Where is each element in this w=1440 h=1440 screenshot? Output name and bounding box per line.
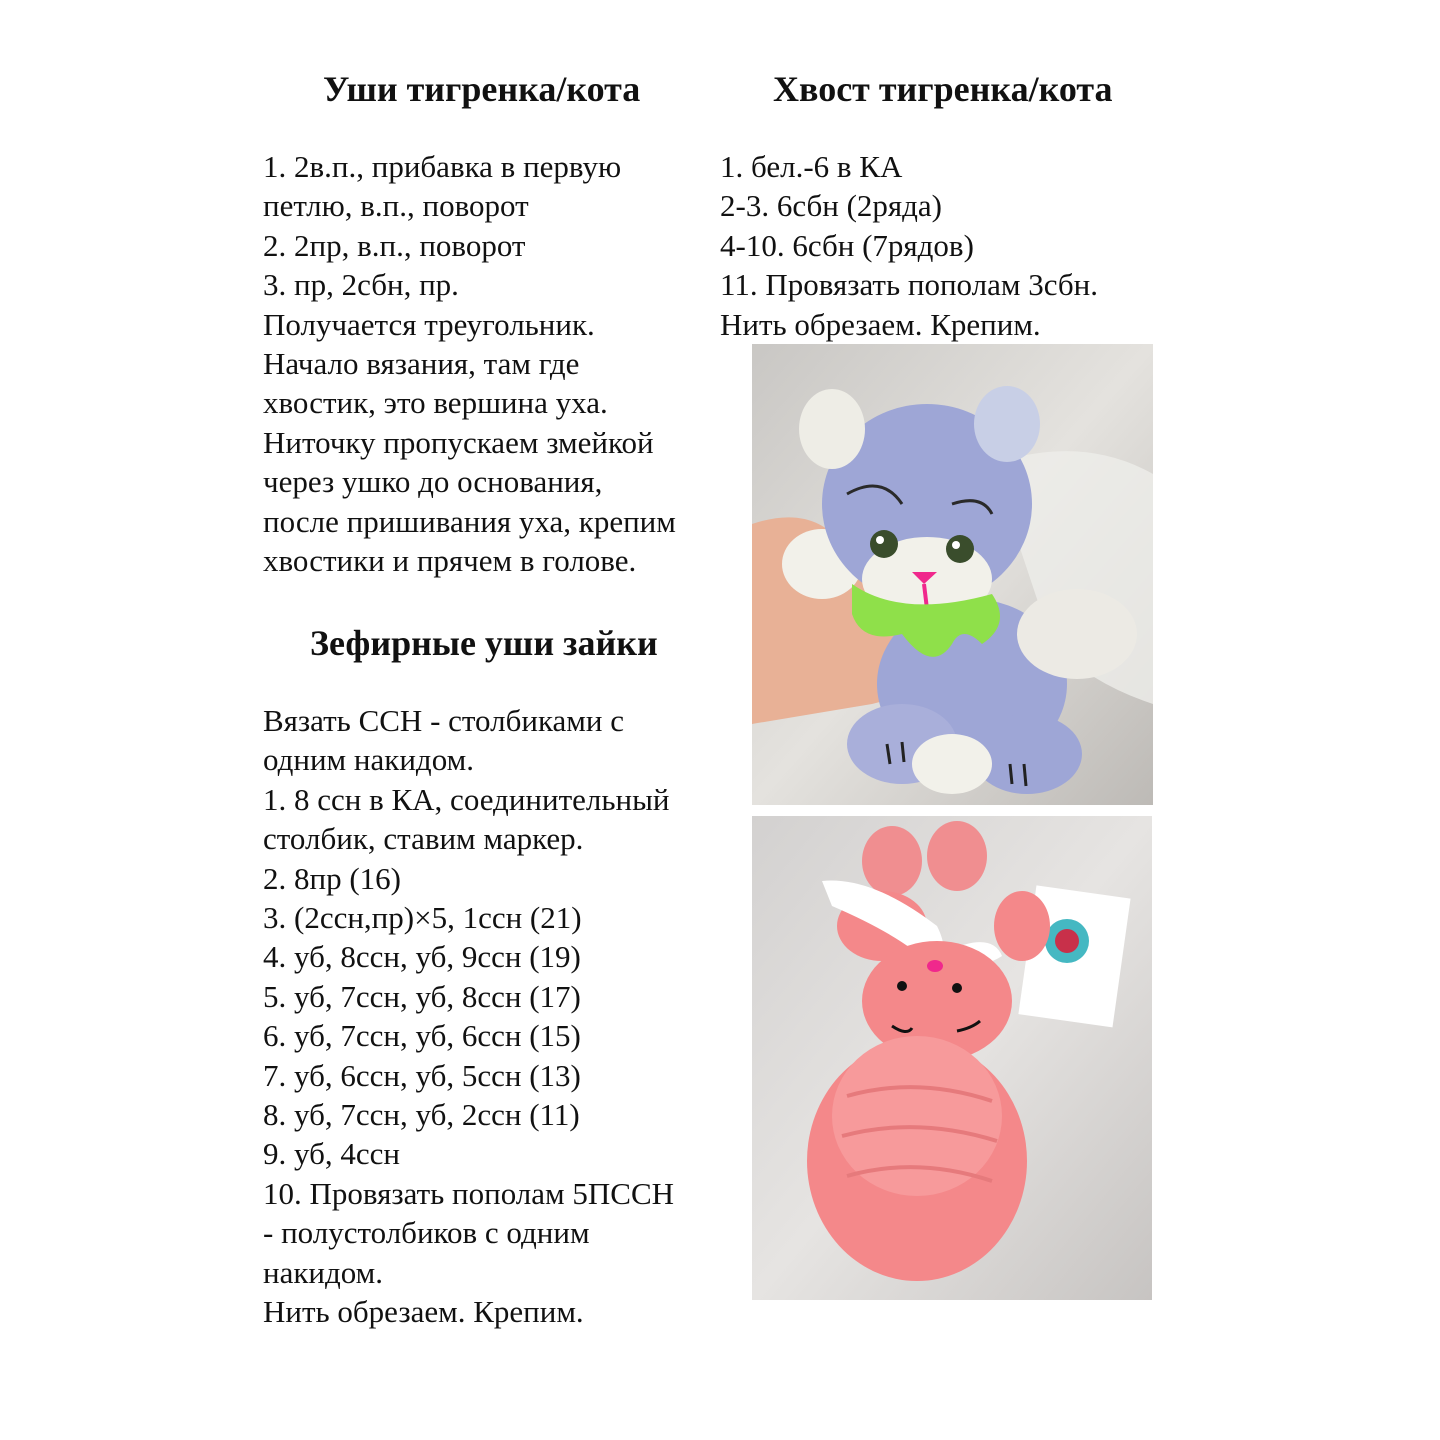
bunny-ears-instruction-line: 4. уб, 8ссн, уб, 9ссн (19): [263, 939, 581, 975]
bunny-ears-instruction-line: 5. уб, 7ссн, уб, 8ссн (17): [263, 978, 581, 1014]
bunny-ears-instruction-line: 7. уб, 6ссн, уб, 5ссн (13): [263, 1057, 581, 1093]
cat-tail-instruction-line: Нить обрезаем. Крепим.: [720, 306, 1041, 342]
cat-tail-instruction-line: 2-3. 6сбн (2ряда): [720, 188, 943, 224]
cat-ears-instruction-line: Ниточку пропускаем змейкой: [263, 424, 654, 460]
bunny-ears-instruction-line: 2. 8пр (16): [263, 860, 401, 896]
cat-ears-instruction-line: через ушко до основания,: [263, 464, 603, 500]
bunny-ears-instruction-line: - полустолбиков с одним: [263, 1215, 590, 1251]
cat-ears-instruction-line: Получается треугольник.: [263, 306, 595, 342]
bunny-ears-instruction-line: 8. уб, 7ссн, уб, 2ссн (11): [263, 1097, 580, 1133]
cat-ears-instructions: [263, 147, 676, 580]
bunny-ears-instruction-line: 9. уб, 4ссн: [263, 1136, 400, 1172]
cat-ears-heading: Уши тигренка/кота: [323, 69, 641, 109]
cat-ears-instruction-line: 2. 2пр, в.п., поворот: [263, 227, 526, 263]
bunny-ears-instruction-line: 10. Провязать пополам 5ПССН: [263, 1175, 675, 1211]
bunny-toy-photo: [752, 816, 1152, 1300]
cat-ears-instruction-line: после пришивания уха, крепим: [263, 503, 676, 539]
cat-ears-instruction-line: петлю, в.п., поворот: [263, 188, 529, 224]
crochet-bunny-toy-icon: [752, 816, 1152, 1300]
bunny-ears-instruction-line: 1. 8 ссн в КА, соединительный: [263, 781, 670, 817]
cat-tail-heading: Хвост тигренка/кота: [773, 69, 1113, 109]
bunny-ears-instructions: [263, 701, 674, 1332]
cat-ears-instruction-line: 1. 2в.п., прибавка в первую: [263, 149, 622, 184]
cat-ears-instruction-line: хвостики и прячем в голове.: [263, 543, 637, 579]
bunny-ears-instruction-line: накидом.: [263, 1254, 384, 1290]
cat-toy-photo: [752, 344, 1153, 805]
bunny-ears-instruction-line: Нить обрезаем. Крепим.: [263, 1294, 584, 1330]
cat-tail-instruction-line: 4-10. 6сбн (7рядов): [720, 227, 974, 263]
cat-tail-instructions: [720, 147, 1098, 344]
bunny-ears-heading: Зефирные уши зайки: [310, 623, 658, 663]
bunny-ears-instruction-line: столбик, ставим маркер.: [263, 821, 584, 857]
cat-ears-instruction-line: 3. пр, 2сбн, пр.: [263, 267, 459, 303]
bunny-ears-instruction-line: 6. уб, 7ссн, уб, 6ссн (15): [263, 1018, 581, 1054]
bunny-ears-instruction-line: 3. (2ссн,пр)×5, 1ссн (21): [263, 900, 582, 936]
crochet-cat-toy-icon: [752, 344, 1153, 805]
cat-tail-instruction-line: 11. Провязать пополам 3сбн.: [720, 267, 1098, 303]
bunny-ears-instruction-line: одним накидом.: [263, 742, 474, 778]
cat-ears-instruction-line: хвостик, это вершина уха.: [263, 385, 608, 421]
cat-tail-instruction-line: 1. бел.-6 в КА: [720, 149, 903, 184]
cat-ears-instruction-line: Начало вязания, там где: [263, 346, 580, 382]
bunny-ears-instruction-line: Вязать ССН - столбиками с: [263, 703, 625, 738]
